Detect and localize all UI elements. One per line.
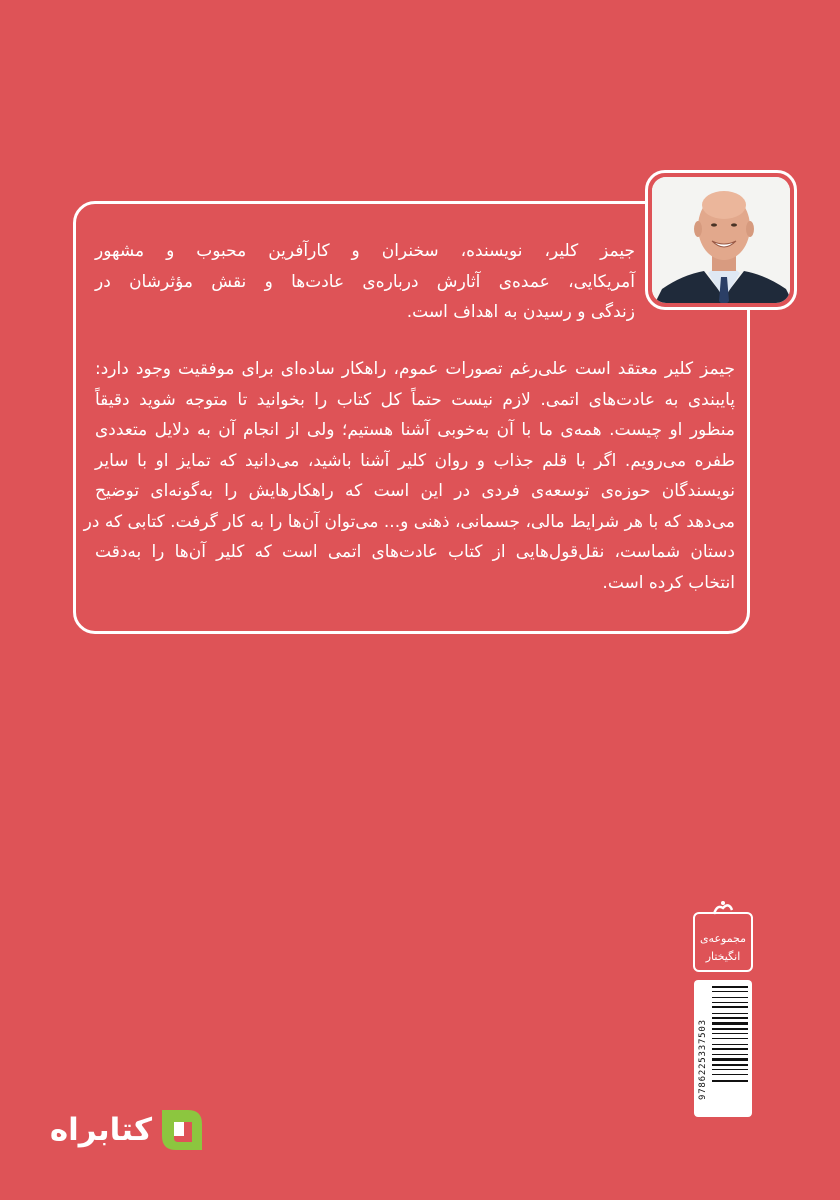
- author-photo-frame: [645, 170, 797, 310]
- bio-paragraph-2-line: جیمز کلیر معتقد است علی‌رغم تصورات عموم، راهکار ساده‌ای برای موفقیت وجود دارد:: [95, 359, 735, 379]
- series-badge: [693, 912, 753, 972]
- series-label: مجموعه‌ی: [699, 932, 747, 945]
- bio-paragraph-1: [95, 236, 635, 328]
- bio-paragraph-2-line: انتخاب کرده است.: [602, 572, 735, 593]
- series-logo-icon: [695, 900, 751, 922]
- bio-paragraph-2-line: دستان شماست، نقل‌قول‌هایی از کتاب عادت‌های اتمی است که کلیر آن‌ها را به‌دقت: [95, 542, 735, 562]
- author-photo: [652, 177, 790, 303]
- bio-paragraph-2-line: می‌دهد که با هر شرایط مالی، جسمانی، ذهنی و... می‌توان آن‌ها را به کار گرفت. کتابی که در: [83, 511, 735, 532]
- publisher-name: کتابراه: [49, 1112, 152, 1148]
- book-icon: [158, 1106, 206, 1158]
- barcode: [694, 980, 752, 1117]
- bio-paragraph-2-line: پایبندی به عادت‌های اتمی. لازم نیست حتماً کل کتاب را بخوانید تا متوجه شوید دقیقاً: [95, 389, 735, 410]
- bio-paragraph-2-line: منظور او چیست. همه‌ی ما با آن به‌خوبی آشنا هستیم؛ ولی از انجام آن به دلایل متعددی: [95, 420, 735, 440]
- bio-paragraph-2-line: طفره می‌رویم. اگر با قلم جذاب و روان کلیر آشنا باشید، می‌دانید که تمایز او با سایر: [95, 450, 735, 471]
- isbn-number: 9786225337503: [698, 1019, 708, 1100]
- series-name: انگیختار: [705, 950, 741, 963]
- bio-paragraph-1-line: آمریکایی، عمده‌ی آثارش درباره‌ی عادت‌ها و نقش مؤثرشان در: [95, 271, 635, 292]
- bio-paragraph-2-line: نویسندگان حوزه‌ی توسعه‌ی فردی در این است که راهکارهایش را به‌گونه‌ای توضیح: [95, 481, 735, 501]
- bio-paragraph-1-line: جیمز کلیر، نویسنده، سخنران و کارآفرین محبوب و مشهور: [95, 241, 635, 261]
- bio-paragraph-1-line: زندگی و رسیدن به اهداف است.: [406, 302, 635, 322]
- bio-paragraph-2: [83, 354, 735, 598]
- publisher-logo: [40, 1106, 220, 1156]
